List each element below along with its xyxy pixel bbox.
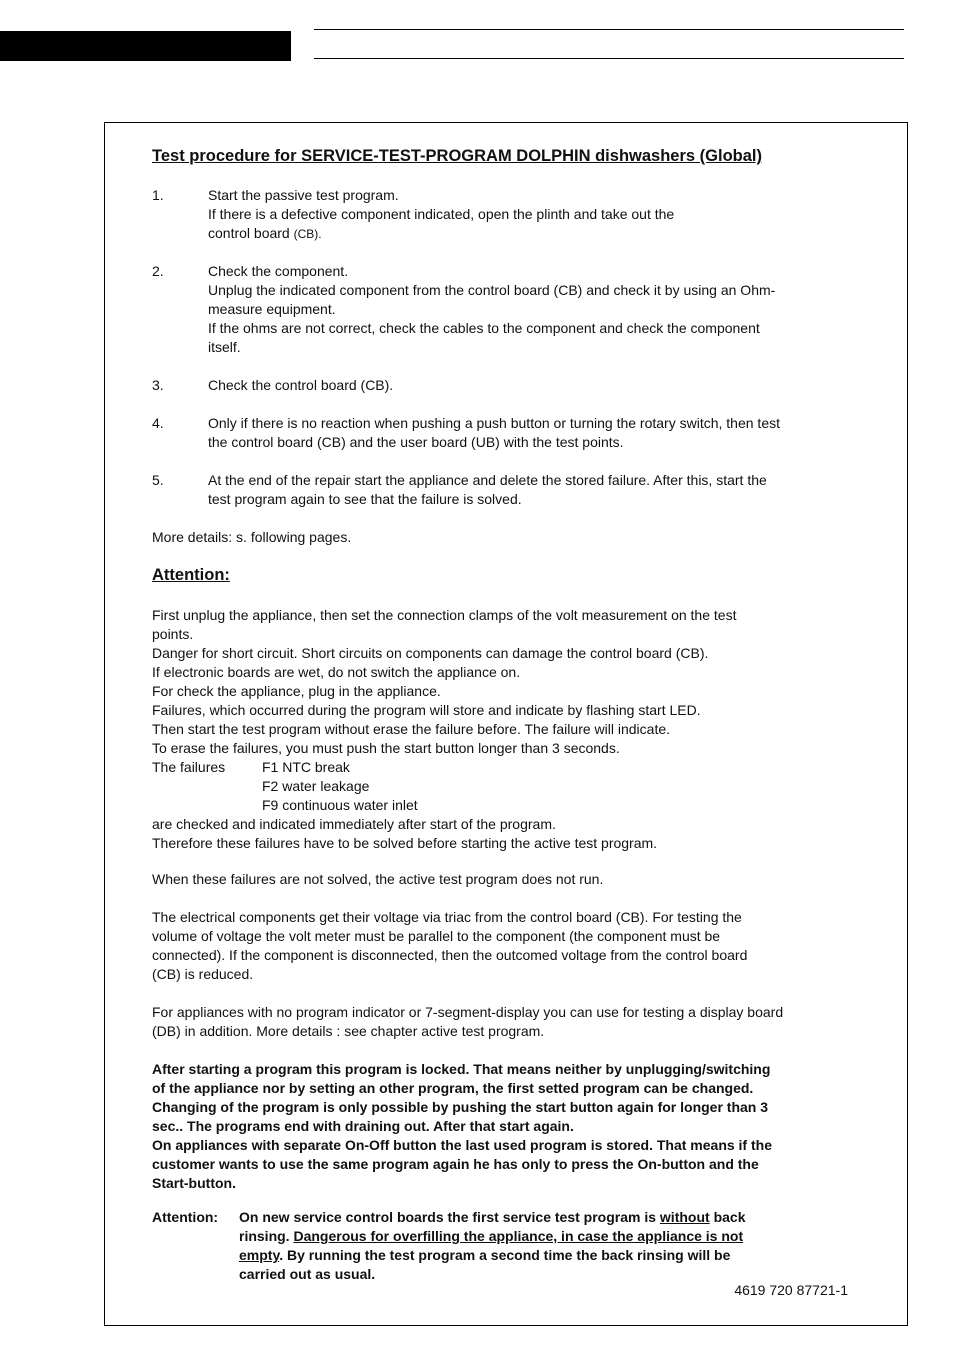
electrical-line: volume of voltage the volt meter must be parallel to the component (the component must be [152,928,721,944]
electrical-block [152,908,852,984]
final-attention [152,1208,852,1284]
step-line: Check the control board (CB). [208,377,394,393]
final-text-underlined: Dangerous for overfilling the appliance, in case the appliance is not [293,1228,744,1244]
failure-item: F1 NTC break [262,759,350,775]
bold-line: customer wants to use the same program again he has only to press the On-button and the [152,1156,759,1172]
document-number: 4619 720 87721-1 [734,1282,848,1298]
failure-item: F9 continuous water inlet [262,797,418,813]
display-block [152,1003,852,1041]
step-number: 2. [152,263,164,279]
step-line: If there is a defective component indicated, open the plinth and take out the [208,206,675,222]
step-1 [152,186,852,244]
electrical-line: The electrical components get their voltage via triac from the control board (CB). For testing the [152,909,742,925]
display-line: For appliances with no program indicator or 7-segment-display you can use for testing a display board [152,1004,784,1020]
attention-heading: Attention: [152,566,230,584]
step-3 [152,376,852,395]
final-text: . By running the test program a second time the back rinsing will be [279,1247,731,1263]
after-failures-line: Therefore these failures have to be solved before starting the active test program. [152,835,658,851]
not-solved-text: When these failures are not solved, the active test program does not run. [152,871,604,887]
step-line: Unplug the indicated component from the control board (CB) and check it by using an Ohm- [208,282,776,298]
step-line: itself. [208,339,241,355]
header-rule-bottom [314,58,904,59]
step-number: 3. [152,377,164,393]
step-number: 1. [152,187,164,203]
step-2 [152,262,852,357]
more-details: More details: s. following pages. [152,529,352,545]
final-text: rinsing. [239,1228,294,1244]
electrical-line: connected). If the component is disconnected, then the outcomed voltage from the control board [152,947,748,963]
step-5 [152,471,852,509]
final-text: On new service control boards the first service test program is [239,1209,660,1225]
after-failures-line: are checked and indicated immediately after start of the program. [152,816,556,832]
step-line: Check the component. [208,263,349,279]
attention-line: If electronic boards are wet, do not switch the appliance on. [152,664,521,680]
final-text: back [709,1209,746,1225]
final-text: carried out as usual. [239,1266,376,1282]
attention-line: First unplug the appliance, then set the connection clamps of the volt measurement on the test [152,607,737,623]
electrical-line: (CB) is reduced. [152,966,254,982]
final-text-underlined: without [659,1209,710,1225]
display-line: (DB) in addition. More details : see chapter active test program. [152,1023,545,1039]
step-number: 5. [152,472,164,488]
attention-block [152,606,852,853]
failure-row [152,777,852,796]
failures-label: The failures [152,759,226,775]
final-text-underlined: empty [239,1247,280,1263]
step-line: Only if there is no reaction when pushing a push button or turning the rotary switch, then test [208,415,780,431]
step-line: control board [208,225,290,241]
page-title: Test procedure for SERVICE-TEST-PROGRAM DOLPHIN dishwashers (Global) [152,147,762,165]
bold-line: of the appliance nor by setting an other program, the first setted program can be changed. [152,1080,754,1096]
attention-line: Then start the test program without erase the failure before. The failure will indicate. [152,721,671,737]
step-4 [152,414,852,452]
step-number: 4. [152,415,164,431]
step-line: test program again to see that the failure is solved. [208,491,522,507]
attention-line: For check the appliance, plug in the appliance. [152,683,441,699]
failure-item: F2 water leakage [262,778,370,794]
step-line: If the ohms are not correct, check the cables to the component and check the component [208,320,760,336]
locked-program-block [152,1060,852,1193]
attention-line: To erase the failures, you must push the start button longer than 3 seconds. [152,740,620,756]
final-attention-label: Attention: [152,1209,219,1225]
step-line: the control board (CB) and the user board (UB) with the test points. [208,434,624,450]
bold-line: sec.. The programs end with draining out. After that start again. [152,1118,574,1134]
header-rule-top [314,29,904,30]
attention-line: Failures, which occurred during the program will store and indicate by flashing start LED. [152,702,701,718]
step-line: measure equipment. [208,301,336,317]
bold-line: Changing of the program is only possible by pushing the start button again for longer than 3 [152,1099,769,1115]
bold-line: On appliances with separate On-Off button the last used program is stored. That means if the [152,1137,772,1153]
attention-line: points. [152,626,194,642]
failure-row [152,758,852,777]
bold-line: After starting a program this program is locked. That means neither by unplugging/switching [152,1061,771,1077]
failure-row [152,796,852,815]
step-line: Start the passive test program. [208,187,399,203]
attention-line: Danger for short circuit. Short circuits on components can damage the control board (CB). [152,645,709,661]
header-black-bar [0,31,291,61]
bold-line: Start-button. [152,1175,236,1191]
step-line: At the end of the repair start the appliance and delete the stored failure. After this, start the [208,472,767,488]
step-line-small: (CB). [293,227,322,241]
